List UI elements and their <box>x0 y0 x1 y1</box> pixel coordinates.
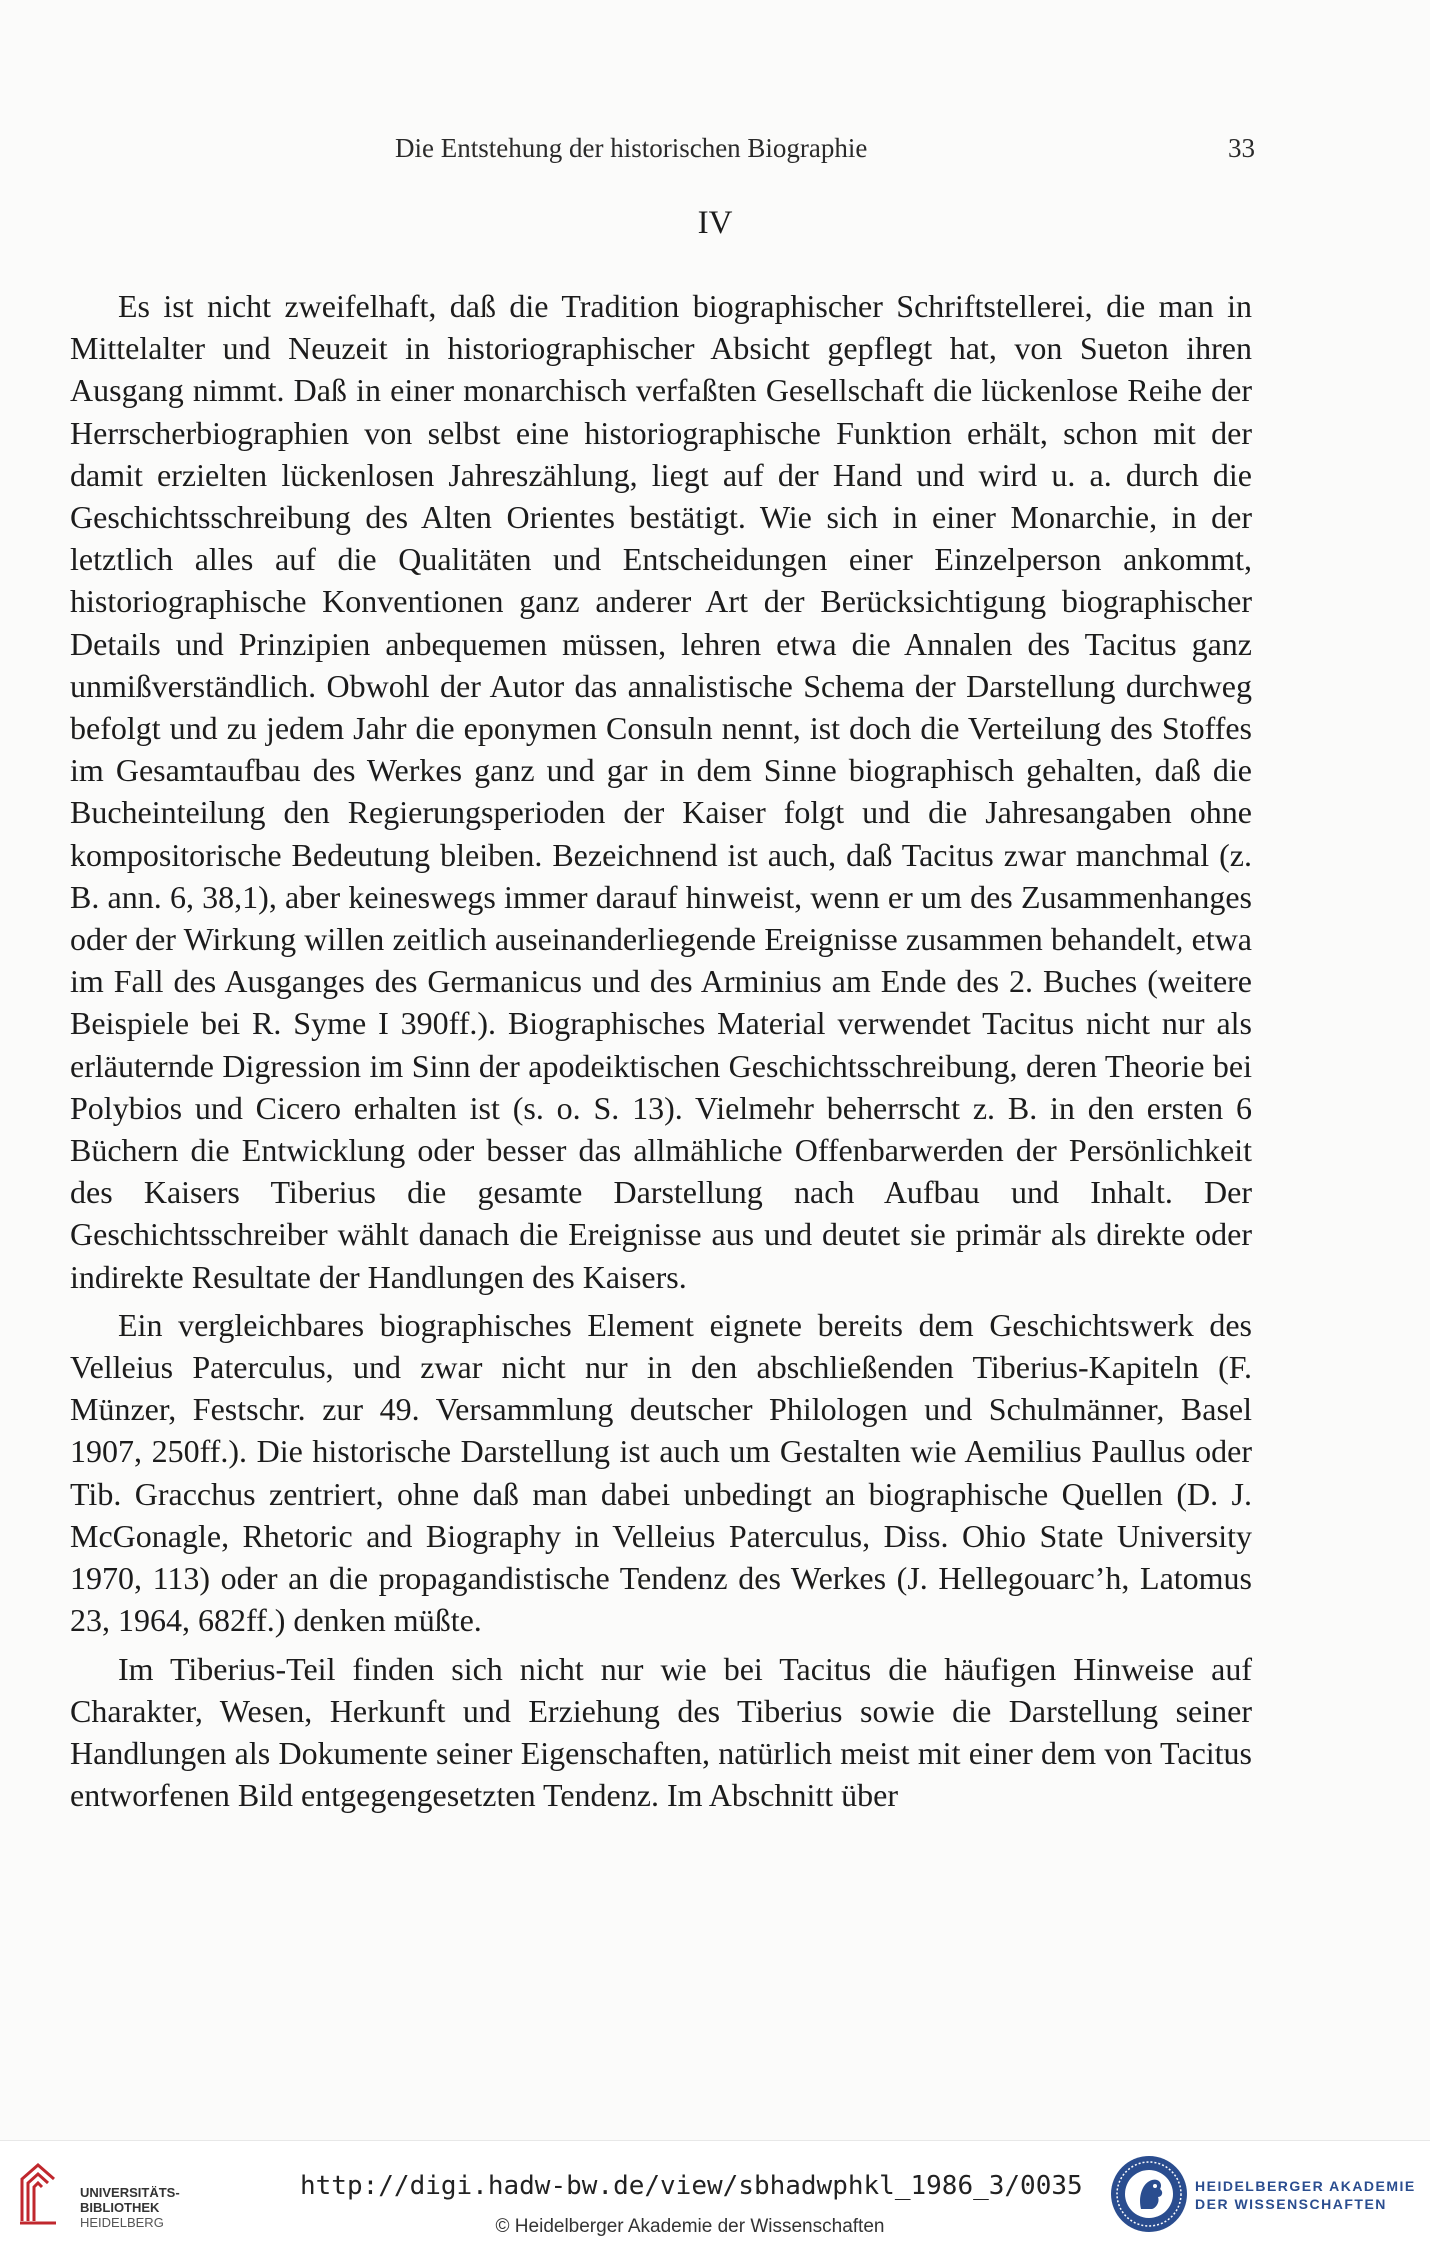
library-logo[interactable] <box>18 2161 178 2231</box>
body-text <box>70 285 1252 1822</box>
library-name-line2: BIBLIOTHEK <box>80 2200 160 2215</box>
section-heading: IV <box>697 205 733 241</box>
paragraph: Es ist nicht zweifelhaft, daß die Tradition biographischer Schriftstellerei, die man in Mittelalter und Neuzeit in historiographischer Absicht gepflegt hat, von Sueton ihren Ausgang nimmt. Daß in einer monarchisch verfaßten Gesellschaft die lückenlose Reihe der Herrscherbiographien von selbst eine historiographische Funktion erhält, schon mit der damit erzielten lückenlosen Jahreszählung, liegt auf der Hand und wird u. a. durch die Geschichtsschreibung des Alten Orientes bestätigt. Wie sich in einer Monarchie, in der letztlich alles auf die Qualitäten und Entscheidungen einer Einzelperson ankommt, historiographische Konventionen ganz anderer Art der Berücksichtigung biographischer Details und Prinzipien anbequemen müssen, lehren etwa die Annalen des Tacitus ganz unmißverständlich. Obwohl der Autor das annalistische Schema der Darstellung durchweg befolgt und zu jedem Jahr die eponymen Consuln nennt, ist doch die Verteilung des Stoffes im Gesamtaufbau des Werkes ganz und gar in dem Sinne biographisch gehalten, daß die Bucheinteilung den Regierungsperioden der Kaiser folgt und die Jahresangaben ohne kompositorische Bedeutung bleiben. Bezeichnend ist auch, daß Tacitus zwar manchmal (z. B. ann. 6, 38,1), aber keineswegs immer darauf hinweist, wenn er um des Zusammenhanges oder der Wirkung willen zeitlich auseinanderliegende Ereignisse zusammen behandelt, etwa im Fall des Ausganges des Germanicus und des Arminius am Ende des 2. Buches (weitere Beispiele bei R. Syme I 390ff.). Biographisches Material verwendet Tacitus nicht nur als erläuternde Digression im Sinn der apodeiktischen Geschichtsschreibung, deren Theorie bei Polybios und Cicero erhalten ist (s. o. S. 13). Vielmehr beherrscht z. B. in den ersten 6 Büchern die Entwicklung oder besser das allmähliche Offenbarwerden der Persönlichkeit des Kaisers Tiberius die gesamte Darstellung nach Aufbau und Inhalt. Der Geschichtsschreiber wählt danach die Ereignisse aus und deutet sie primär als direkte oder indirekte Resultate der Handlungen des Kaisers. <box>70 288 1252 1295</box>
paragraph: Im Tiberius-Teil finden sich nicht nur wie bei Tacitus die häufigen Hinweise auf Charakter, Wesen, Herkunft und Erziehung des Tiberius sowie die Darstellung seiner Handlungen als Dokumente seiner Eigenschaften, natürlich meist mit einer dem von Tacitus entworfenen Bild entgegengesetzten Tendenz. Im Abschnitt über <box>70 1650 1252 1814</box>
academy-seal-icon[interactable] <box>1108 2153 1190 2235</box>
running-head-title: Die Entstehung der historischen Biographie <box>395 133 868 163</box>
library-name-line1: UNIVERSITÄTS- <box>80 2185 180 2200</box>
page-number: 33 <box>1228 133 1255 163</box>
ub-heidelberg-logo-icon <box>18 2161 58 2227</box>
viewer-footer <box>0 2140 1430 2246</box>
academy-name-line1: HEIDELBERGER AKADEMIE <box>1195 2178 1416 2194</box>
library-name-line3: HEIDELBERG <box>80 2215 164 2230</box>
library-logo-text <box>80 2185 180 2230</box>
copyright-notice: © Heidelberger Akademie der Wissenschaften <box>495 2216 885 2237</box>
permalink-url[interactable]: http://digi.hadw-bw.de/view/sbhadwphkl_1986_3/0035 <box>300 2171 1083 2201</box>
academy-name-line2: DER WISSENSCHAFTEN <box>1195 2196 1387 2212</box>
running-head <box>395 128 1255 168</box>
paragraph: Ein vergleichbares biographisches Element eignete bereits dem Geschichtswerk des Velleius Paterculus, und zwar nicht nur in den abschließenden Tiberius-Kapiteln (F. Münzer, Festschr. zur 49. Versammlung deutscher Philologen und Schulmänner, Basel 1907, 250ff.). Die historische Darstellung ist auch um Gestalten wie Aemilius Paullus oder Tib. Gracchus zentriert, ohne daß man dabei unbedingt an biographische Quellen (D. J. McGonagle, Rhetoric and Biography in Velleius Paterculus, Diss. Ohio State University 1970, 113) oder an die propagandistische Tendenz des Werkes (J. Hellegouarc’h, Latomus 23, 1964, 682ff.) denken müßte. <box>70 1306 1252 1639</box>
academy-logo-text <box>1195 2177 1416 2213</box>
